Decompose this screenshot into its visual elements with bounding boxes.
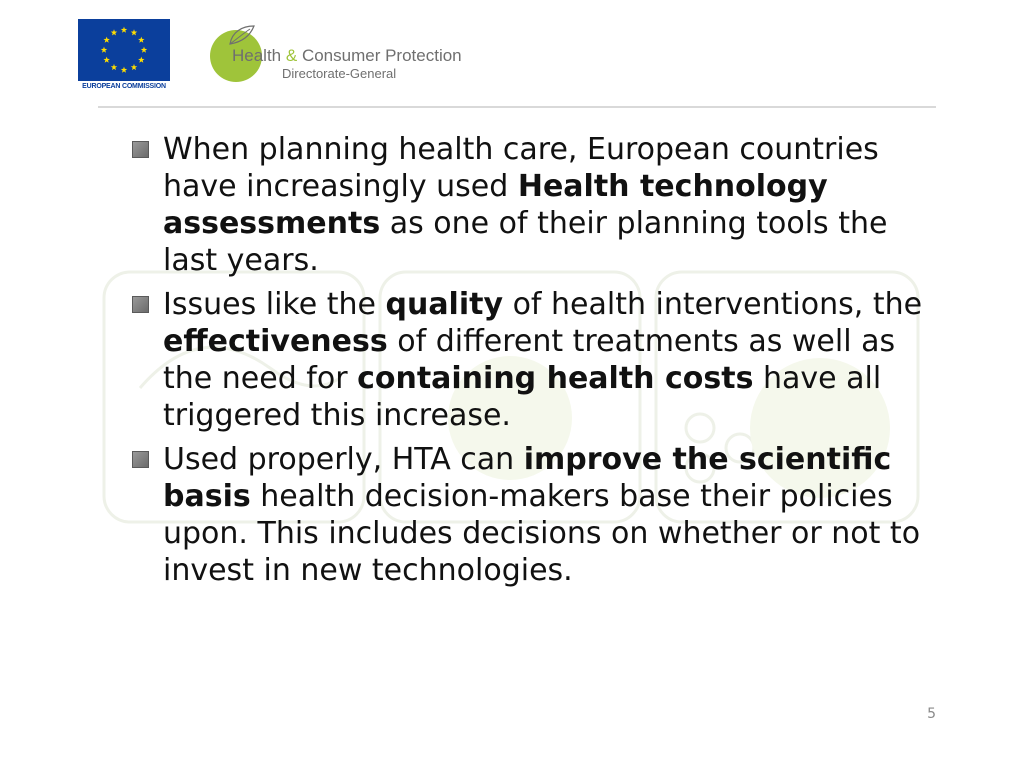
bullet-emphasis: Health technology assessments [163,169,828,241]
bullet-emphasis: effectiveness [163,324,388,359]
bullet-emphasis: containing health costs [357,361,754,396]
bullet-text-segment: have all triggered this increase. [163,361,882,433]
dg-logo-title-part1: Health [232,46,282,65]
dg-logo-title-part2: Consumer Protection [301,46,462,65]
eu-logo-caption: EUROPEAN COMMISSION [82,83,166,90]
dg-logo-title [232,46,462,66]
square-bullet-icon [132,141,149,158]
bullet-text-segment: Used properly, HTA can [163,442,524,477]
header-divider [98,106,936,108]
bullet-text-segment: as one of their planning tools the last years. [163,206,888,278]
square-bullet-icon [132,451,149,468]
slide-header [0,0,1024,108]
page-number: 5 [927,706,936,722]
dg-logo-subtitle: Directorate-General [282,66,397,81]
bullet-text [163,131,950,279]
leaf-icon [226,24,256,46]
bullet-text-segment: When planning health care, European countries have increasingly used [163,132,879,204]
bullet-emphasis: improve the scientific basis [163,442,892,514]
bullet-text-segment: Issues like the [163,287,386,322]
bullet-item [130,441,950,589]
eu-flag-icon [78,19,170,81]
bullet-text [163,441,950,589]
bullet-emphasis: quality [385,287,504,322]
bullet-item [130,131,950,279]
bullet-item [130,286,950,434]
bullet-list [130,131,950,589]
square-bullet-icon [132,296,149,313]
european-commission-logo [76,19,172,95]
health-consumer-protection-logo [210,24,470,84]
bullet-text-segment: health decision-makers base their policies upon. This includes decisions on whether or not to invest in new technologies. [163,479,921,588]
bullet-text-segment: of health interventions, the [503,287,923,322]
bullet-text-segment: of different treatments as well as the need for [163,324,896,396]
dg-logo-ampersand: & [285,46,298,65]
bullet-text [163,286,950,434]
